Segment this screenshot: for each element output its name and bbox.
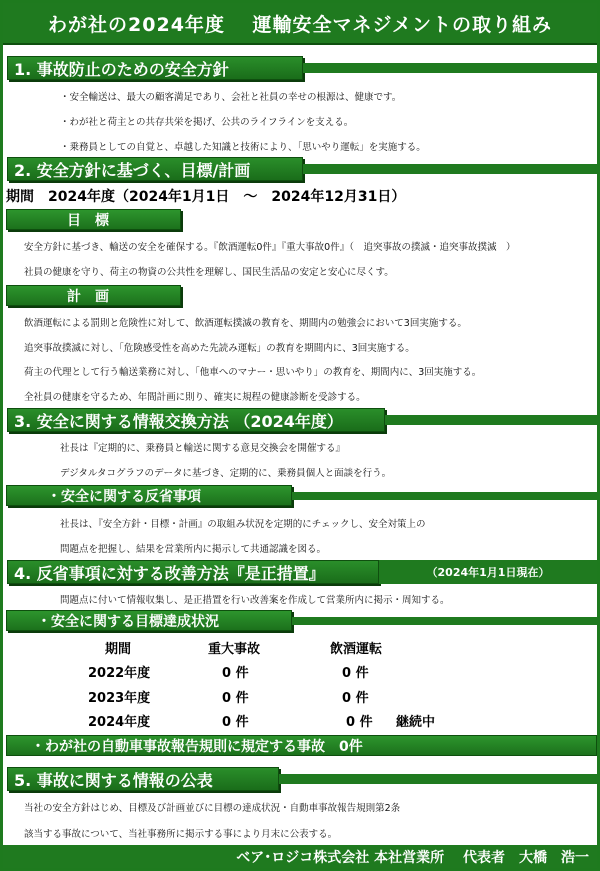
s3-sub-item-1: 社長は、『安全方針・目標・計画』の取組み状況を定期的にチェックし、安全対策上の [60,519,426,530]
plan-item-1: 飲酒運転による罰則と危険性に対して、飲酒運転撲滅の教育を、期間内の勉強会において3回実施する。 [24,318,467,329]
row-2022-year: 2022年度 [88,666,151,681]
accident-report-heading [6,735,597,756]
reflection-rule [292,492,597,500]
s3-sub-item-2: 問題点を把握し、結果を営業所内に掲示して共通認識を図る。 [60,544,327,555]
plan-item-4: 全社員の健康を守るため、年間計画に則り、確実に規程の健康診断を受診する。 [24,392,366,403]
section-3-label: 3. 安全に関する情報交換方法 （2024年度） [7,408,385,432]
section-5-heading [3,767,597,791]
s3-item-1: 社長は『定期的に、乗務員と輸送に関する意見交換会を開催する』 [60,443,346,454]
goal-label: 目 標 [6,209,181,230]
goal-heading [6,209,181,230]
table-header-accident: 重大事故 [208,642,261,657]
row-2022-drunk: 0 件 [342,666,369,681]
plan-heading [6,285,181,306]
s1-item-3: ・乗務員としての自覚と、卓越した知識と技術により、「思いやり運転」を実施する。 [60,142,426,153]
reflection-heading [6,485,597,506]
s3-item-2: デジタルタコグラフのデータに基づき、定期的に、乗務員個人と面談を行う。 [60,468,392,479]
section-1-label: 1. 事故防止のための安全方針 [7,56,303,80]
s4-text: 問題点に付いて情報収集し、是正措置を行い改善案を作成して営業所内に掲示・周知する。 [60,595,450,606]
s5-item-1: 当社の安全方針はじめ、目標及び計画並びに目標の達成状況・自動車事故報告規則第2条 [24,803,401,814]
row-2024-accident: 0 件 [222,715,249,730]
section-4-label: 4. 反省事項に対する改善方法『是正措置』 [7,560,379,584]
page-title: わが社の2024年度 運輸安全マネジメントの取り組み [3,3,597,45]
accident-report-label: ・わが社の自動車事故報告規則に規定する事故 0件 [6,735,597,756]
achievement-label: ・安全に関する目標達成状況 [6,610,292,631]
section-3-heading [3,408,597,432]
row-2023-year: 2023年度 [88,691,151,706]
goal-item-2: 社員の健康を守り、荷主の物資の公共性を理解し、国民生活品の安定と安心に尽くす。 [24,267,394,278]
row-2024-year: 2024年度 [88,715,151,730]
s1-item-2: ・わが社と荷主との共存共栄を掲げ、公共のライフラインを支える。 [60,117,354,128]
section-4-heading [3,560,597,584]
row-2024-note: 継続中 [396,715,436,730]
section-1-heading [3,56,597,80]
section-2-rule [303,164,597,174]
row-2023-accident: 0 件 [222,691,249,706]
plan-item-3: 荷主の代理として行う輸送業務に対し、「他車へのマナー・思いやり」の教育を、期間内に、3回実施する。 [24,367,482,378]
as-of-date: （2024年1月1日現在） [379,560,597,584]
section-5-label: 5. 事故に関する情報の公表 [7,767,279,791]
section-5-rule [279,774,597,784]
plan-label: 計 画 [6,285,181,306]
row-2024-drunk: 0 件 [346,715,373,730]
achievement-rule [292,617,597,625]
footer-company: ベア･ロジコ株式会社 本社営業所 代表者 大橋 浩一 [3,845,597,868]
section-1-rule [303,63,597,73]
plan-item-2: 追突事故撲滅に対し、「危険感受性を高めた先読み運転」の教育を期間内に、3回実施する。 [24,343,415,354]
table-header-period: 期間 [105,642,132,657]
row-2022-accident: 0 件 [222,666,249,681]
period-text: 期間 2024年度（2024年1月1日 ～ 2024年12月31日） [6,189,406,205]
section-2-label: 2. 安全方針に基づく、目標/計画 [7,157,303,181]
s5-item-2: 該当する事故について、当社事務所に掲示する事により月末に公表する。 [24,829,338,840]
table-header-drunk: 飲酒運転 [330,642,383,657]
achievement-heading [6,610,597,631]
goal-item-1: 安全方針に基づき、輸送の安全を確保する。『飲酒運転0件』『重大事故0件』（ 追突事故の撲滅・追突事故撲滅 ） [24,242,516,253]
row-2023-drunk: 0 件 [342,691,369,706]
s1-item-1: ・安全輸送は、最大の顧客満足であり、会社と社員の幸せの根源は、健康です。 [60,92,402,103]
section-2-heading [3,157,597,181]
reflection-label: ・安全に関する反省事項 [6,485,292,506]
section-3-rule [385,415,597,425]
